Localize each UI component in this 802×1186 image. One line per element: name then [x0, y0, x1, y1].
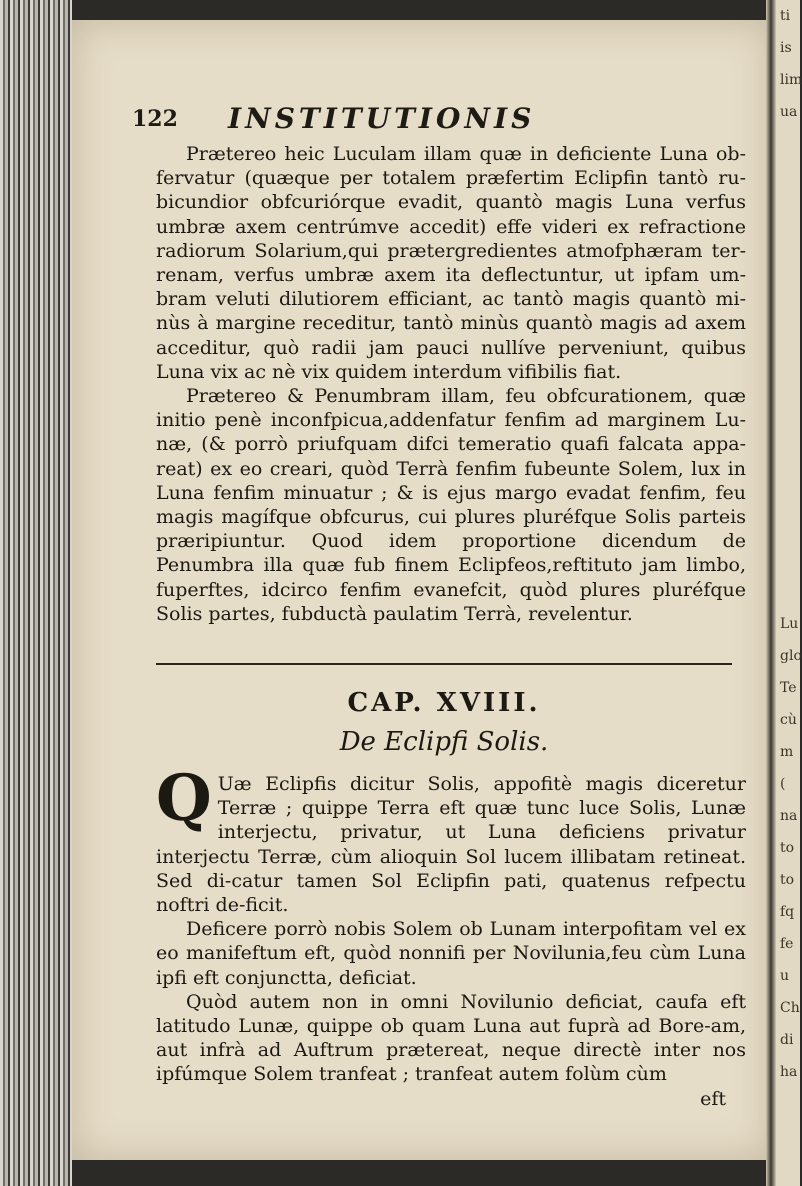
facing-fragment: [776, 448, 800, 480]
chapter-paragraph-1: [156, 761, 746, 917]
facing-fragment: [776, 192, 800, 224]
facing-fragment: m: [780, 744, 794, 760]
facing-fragment: [776, 384, 800, 416]
facing-fragment: ha: [780, 1064, 798, 1080]
facing-fragment: [776, 224, 800, 256]
section-rule: [156, 663, 732, 665]
facing-fragment: fe: [780, 936, 794, 952]
facing-fragment: Ch: [780, 1000, 800, 1016]
page-number: 122: [132, 106, 178, 132]
facing-fragment: glo: [780, 648, 802, 664]
chapter-text: [156, 761, 746, 1111]
facing-fragment: is: [780, 40, 792, 56]
facing-fragment: [776, 480, 800, 512]
chapter-paragraph-3: Quòd autem non in omni Novilunio deficiat, caufa eft latitudo Lunæ, quippe ob quam Luna aut fuprà ad Bore-am, aut infrà ad Auftrum prætereat, neque directè inter nos ipfúmque Solem tranfeat ; tranfeat autem folùm cùm: [156, 990, 746, 1086]
facing-fragment: [776, 352, 800, 384]
chapter-paragraph-2: Deficere porrò nobis Solem ob Lunam interpofitam vel ex eo manifeftum eft, quòd nonnifi per Novilunia,feu cùm Luna ipfi eft conjunctta, deficiat.: [156, 918, 746, 989]
main-text: [156, 142, 746, 626]
facing-fragment: [776, 320, 800, 352]
facing-fragment: [776, 512, 800, 544]
page-header: [132, 102, 732, 138]
chapter-title: De Eclipfi Solis.: [339, 727, 549, 757]
running-head: INSTITUTIONIS: [228, 102, 536, 135]
facing-fragment: lim: [780, 72, 802, 88]
book-page: [72, 20, 772, 1160]
paragraph-1: Prætereo heic Luculam illam quæ in deficiente Luna ob-fervatur (quæque per totalem præfertim Eclipfin tantò ru-bicundior obfcuriórque evadit, quantò magis Luna verfus umbræ axem centrúmve accedit) effe videri ex refractione radiorum Solarium,qui prætergredientes atmofphæram ter-renam, verfus umbræ axem ita deflectuntur, ut ipfam um-bram veluti dilutiorem efficiant, ac tantò magis quantò mi-nùs à margine receditur, tantò minùs quantò magis ad axem acceditur, quò radii jam pauci nullíve perveniunt, quibus Luna vix ac nè vix quidem interdum vifibilis fiat.: [156, 143, 746, 383]
facing-page-edge: [776, 0, 800, 1186]
facing-fragment: [776, 288, 800, 320]
facing-fragment: na: [780, 808, 798, 824]
chapter-paragraph-1-text: Uæ Eclipfis dicitur Solis, appofitè magis diceretur Terræ ; quippe Terra eft quæ tunc luce Solis, Lunæ interjectu, privatur, ut Luna deficiens privatur interjectu Terræ, cùm alioquin Sol lucem illibatam retineat. Sed di-catur tamen Sol Eclipfin pati, quatenus refpectu noftri de-ficit.: [156, 773, 746, 917]
facing-fragment: di: [780, 1032, 794, 1048]
facing-fragment: to: [780, 840, 795, 856]
facing-fragment: [776, 128, 800, 160]
facing-fragment: [776, 160, 800, 192]
facing-fragment: [776, 256, 800, 288]
paragraph-2: Prætereo & Penumbram illam, feu obfcurationem, quæ initio penè inconfpicua,addenfatur fenfim ad marginem Lu-næ, (& porrò priufquam difci temeratio quafi falcata appa-reat) ex eo creari, quòd Terrà fenfim fubeunte Solem, lux in Luna fenfim minuatur ; & is ejus margo evadat fenfim, feu magis magífque obfcurus, cui plures pluréfque Solis parteis præripiuntur. Quod idem proportione dicendum de Penumbra illa quæ fub finem Eclipfeos,reftituto jam limbo, fuperftes, idcirco fenfim evanefcit, quòd plures pluréfque Solis partes, fubductà paulatim Terrà, revelentur.: [156, 385, 746, 625]
book-gutter-right: [766, 0, 776, 1186]
facing-fragment: ua: [780, 104, 798, 120]
facing-fragment: to: [780, 872, 795, 888]
facing-fragment: fq: [780, 904, 795, 920]
facing-fragment: (: [780, 776, 786, 792]
catchword: eft: [700, 1087, 726, 1110]
drop-capital: Q: [156, 761, 212, 836]
facing-fragment: cù: [780, 712, 797, 728]
chapter-number: CAP. XVIII.: [347, 688, 541, 718]
facing-fragment: u: [780, 968, 790, 984]
facing-fragment: Lu: [780, 616, 799, 632]
facing-fragment: [776, 416, 800, 448]
facing-fragment: [776, 576, 800, 608]
facing-fragment: [776, 544, 800, 576]
book-gutter-left: [0, 0, 72, 1186]
facing-fragment: Te: [780, 680, 797, 696]
facing-fragment: ti: [780, 8, 791, 24]
